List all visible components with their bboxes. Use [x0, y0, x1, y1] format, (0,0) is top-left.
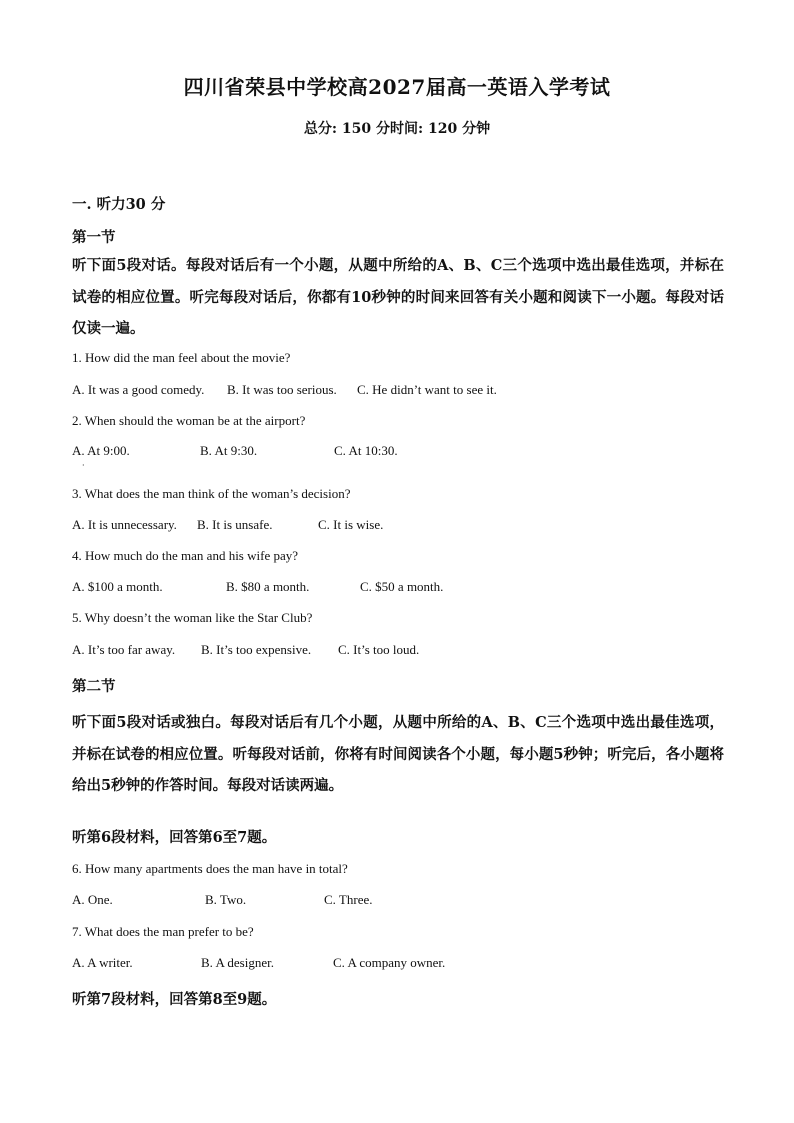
question-3: 3. What does the man think of the woman’s decision? — [72, 486, 351, 501]
exam-subtitle: 总分: 150 分时间: 120 分钟 — [303, 121, 491, 137]
option-b: B. It’s too expensive. — [201, 642, 312, 657]
option-c: C. A company owner. — [333, 955, 446, 970]
exam-title: 四川省荣县中学校高2027届高一英语入学考试 — [183, 75, 611, 99]
option-a: A. At 9:00. — [72, 443, 130, 458]
option-a: A. It is unnecessary. — [72, 517, 177, 532]
option-a: A. It was a good comedy. — [72, 382, 205, 397]
material-6-heading: 听第6段材料，回答第6至7题。 — [72, 829, 277, 846]
question-7-options — [72, 955, 672, 973]
option-a: A. One. — [72, 892, 113, 907]
question-5-options — [72, 642, 672, 660]
question-5: 5. Why doesn’t the woman like the Star Club? — [72, 610, 313, 625]
section1-heading: 第一节 — [72, 229, 116, 246]
option-a: A. It’s too far away. — [72, 642, 176, 657]
option-b: B. $80 a month. — [226, 579, 310, 594]
material-7-heading: 听第7段材料，回答第8至9题。 — [72, 991, 277, 1008]
option-b: B. It was too serious. — [227, 382, 337, 397]
question-6-options — [72, 892, 672, 910]
option-c: C. $50 a month. — [360, 579, 444, 594]
option-c: C. It’s too loud. — [338, 642, 420, 657]
question-6: 6. How many apartments does the man have in total? — [72, 861, 348, 876]
question-4-options — [72, 579, 672, 597]
option-b: B. It is unsafe. — [197, 517, 273, 532]
question-2: 2. When should the woman be at the airport? — [72, 413, 306, 428]
option-a: A. $100 a month. — [72, 579, 163, 594]
option-b: B. Two. — [205, 892, 247, 907]
part-heading: 一. 听力30 分 — [72, 196, 166, 213]
option-b: B. At 9:30. — [200, 443, 258, 458]
question-4: 4. How much do the man and his wife pay? — [72, 548, 299, 563]
option-a: A. A writer. — [72, 955, 133, 970]
section2-instructions: 听下面5段对话或独白。每段对话后有几个小题，从题中所给的A、B、C三个选项中选出最佳选项，并标在试卷的相应位置。听每段对话前，你将有时间阅读各个小题，每小题5秒钟；听完后，各小题将给出5秒钟的作答时间。每段对话读两遍。 — [72, 714, 724, 794]
question-7: 7. What does the man prefer to be? — [72, 924, 254, 939]
option-c: C. At 10:30. — [334, 443, 398, 458]
question-1-options — [72, 382, 672, 400]
stray-mark: · — [82, 461, 85, 470]
question-3-options — [72, 517, 672, 535]
option-b: B. A designer. — [201, 955, 274, 970]
question-1: 1. How did the man feel about the movie? — [72, 350, 291, 365]
option-c: C. He didn’t want to see it. — [357, 382, 497, 397]
option-c: C. Three. — [324, 892, 373, 907]
option-c: C. It is wise. — [318, 517, 384, 532]
section1-instructions: 听下面5段对话。每段对话后有一个小题，从题中所给的A、B、C三个选项中选出最佳选项，并标在试卷的相应位置。听完每段对话后，你都有10秒钟的时间来回答有关小题和阅读下一小题。每段对话仅读一遍。 — [72, 257, 724, 337]
question-2-options — [72, 443, 672, 461]
section2-heading: 第二节 — [72, 678, 116, 695]
